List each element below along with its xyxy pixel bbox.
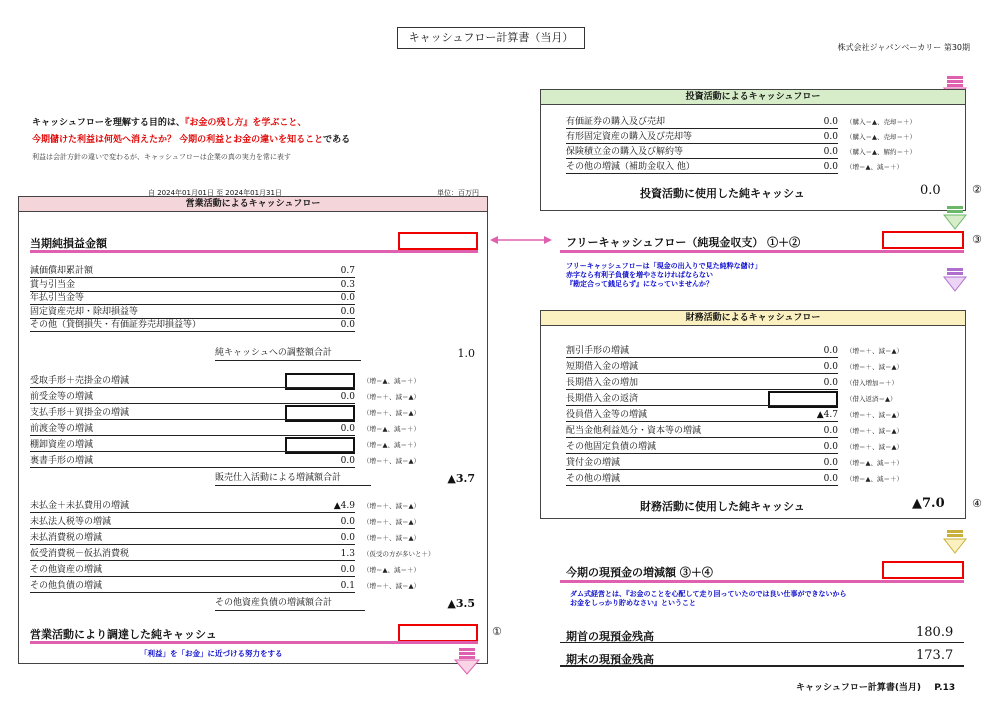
- other-row-underline: [30, 512, 355, 513]
- financing-row-label: その他固定負債の増減: [566, 442, 657, 452]
- trade-row-note: （増＝＋、減＝▲）: [363, 393, 420, 401]
- trade-row-note: （増＝＋、減＝▲）: [363, 409, 420, 417]
- footer-page-label: キャッシュフロー計算書(当月): [796, 683, 922, 693]
- other-row-underline: [30, 576, 355, 577]
- cash-change-note-2: お金をしっかり貯めなさい』ということ: [570, 599, 696, 607]
- net-income-rule: [30, 250, 478, 253]
- financing-row-label: 貸付金の増減: [566, 458, 621, 468]
- closing-balance-value: 173.7: [916, 648, 954, 663]
- free-cf-note-3: 『勘定合って銭足らず』になっていませんか？: [566, 280, 713, 288]
- page-footer: [796, 680, 955, 693]
- financing-row-note: （借入増加＝＋）: [846, 379, 898, 387]
- financing-header: 財務活動によるキャッシュフロー: [541, 311, 965, 326]
- financing-row-note: （増＝▲、減＝＋）: [846, 475, 903, 483]
- other-row-value: ▲4.9: [333, 501, 355, 511]
- other-row-note: （増＝＋、減＝▲）: [363, 582, 420, 590]
- financing-row: [566, 345, 956, 358]
- other-row: [30, 548, 470, 561]
- investing-row-note: （購入＝▲、売却＝＋）: [846, 118, 916, 126]
- cash-change-rule: [560, 580, 964, 583]
- investing-row: [566, 146, 956, 159]
- free-cf-input[interactable]: [882, 231, 964, 249]
- financing-row-note: （増＝＋、減＝▲）: [846, 347, 903, 355]
- financing-row-value: 0.0: [823, 362, 838, 372]
- other-row-label: その他資産の増減: [30, 565, 103, 575]
- cash-change-note-1: ダム式経営とは、『お金のことを心配して走り回っていたのでは良い仕事ができないから: [570, 590, 847, 598]
- investing-row-note: （増＝▲、減＝＋）: [846, 163, 903, 171]
- purpose-line-2b: である: [323, 135, 351, 145]
- trade-row-value: 0.0: [340, 392, 355, 402]
- other-total-label: その他資産負債の増減額合計: [215, 598, 333, 608]
- opening-balance-rule: [560, 642, 964, 643]
- cash-change-input[interactable]: [882, 561, 964, 579]
- investing-row-label: 有形固定資産の購入及び売却等: [566, 132, 693, 142]
- other-row: [30, 516, 470, 529]
- down-arrow-icon: [944, 268, 966, 292]
- financing-row: [566, 377, 956, 390]
- financing-row-underline: [566, 421, 838, 422]
- financing-row-value: 0.0: [823, 442, 838, 452]
- financing-row-underline: [566, 405, 838, 406]
- trade-row: [30, 439, 470, 452]
- trade-row: [30, 455, 470, 468]
- financing-row-underline: [566, 389, 838, 390]
- financing-row-value: 0.0: [823, 378, 838, 388]
- free-cf-note-1: フリーキャッシュフローは「現金の出入りで見た純粋な儲け」: [566, 262, 762, 270]
- financing-net-label: 財務活動に使用した純キャッシュ: [640, 500, 805, 513]
- cash-change-label: 今期の現預金の増減額 ③＋④: [566, 566, 713, 579]
- other-row-value: 0.0: [340, 517, 355, 527]
- closing-balance-label: 期末の現預金残高: [566, 653, 654, 666]
- other-row: [30, 580, 470, 593]
- other-row-note: （増＝▲、減＝＋）: [363, 566, 420, 574]
- purpose-line-2a: 今期儲けた利益は何処へ消えたか？ 今期の利益とお金の違いを知ること: [32, 135, 324, 145]
- adjust-row: [30, 319, 355, 332]
- other-row-label: 未払金＋未払費用の増減: [30, 501, 130, 511]
- investing-row-underline: [566, 158, 838, 159]
- adjust-row: [30, 292, 355, 305]
- financing-row-underline: [566, 437, 838, 438]
- financing-row-label: その他の増減: [566, 474, 621, 484]
- purpose-line-3: 利益は会計方針の違いで変わるが、キャッシュフローは企業の真の実力を常に表す: [32, 153, 291, 161]
- down-arrow-icon: [944, 206, 966, 230]
- net-income-label: 当期純損益金額: [30, 237, 107, 250]
- other-row-value: 1.3: [340, 549, 355, 559]
- adjust-row-label: 減価償却累計額: [30, 266, 94, 276]
- other-row: [30, 500, 470, 513]
- adjust-row-value: 0.0: [340, 320, 355, 330]
- investing-row: [566, 161, 956, 174]
- circle-1: ①: [492, 625, 502, 638]
- adjust-row: [30, 279, 355, 292]
- trade-row-underline: [30, 419, 355, 420]
- operating-net-label: 営業活動により調達した純キャッシュ: [30, 628, 217, 641]
- investing-row-value: 0.0: [823, 117, 838, 127]
- financing-row-note: （増＝＋、減＝▲）: [846, 411, 903, 419]
- financing-row: [566, 361, 956, 374]
- other-total-value: ▲3.5: [447, 597, 475, 610]
- other-row-underline: [30, 560, 355, 561]
- trade-row-label: 前渡金等の増減: [30, 424, 94, 434]
- financing-row: [566, 409, 956, 422]
- other-row-note: （増＝＋、減＝▲）: [363, 518, 420, 526]
- adjust-row-label: その他（貸倒損失・有価証券売却損益等）: [30, 320, 202, 330]
- other-row-note: （増＝＋、減＝▲）: [363, 534, 420, 542]
- trade-row-underline: [30, 467, 355, 468]
- financing-row-note: （借入返済＝▲）: [846, 395, 897, 403]
- investing-row-value: 0.0: [823, 162, 838, 172]
- other-row-note: （増＝＋、減＝▲）: [363, 502, 420, 510]
- free-cf-rule: [560, 250, 964, 253]
- operating-net-rule: [30, 641, 478, 644]
- trade-row-note: （増＝▲、減＝＋）: [363, 441, 420, 449]
- trade-row-note: （増＝▲、減＝＋）: [363, 377, 420, 385]
- financing-row-note: （増＝＋、減＝▲）: [846, 427, 903, 435]
- financing-row-note: （増＝＋、減＝▲）: [846, 443, 903, 451]
- other-row-underline: [30, 528, 355, 529]
- financing-row-underline: [566, 357, 838, 358]
- financing-row: [566, 441, 956, 454]
- investing-net-label: 投資活動に使用した純キャッシュ: [640, 187, 805, 200]
- adjust-total-value: 1.0: [457, 347, 475, 360]
- trade-row-value: 0.0: [340, 424, 355, 434]
- investing-row-underline: [566, 143, 838, 144]
- trade-row-label: 前受金等の増減: [30, 392, 94, 402]
- other-row-value: 0.0: [340, 533, 355, 543]
- other-total-underline: [215, 610, 365, 611]
- other-row-underline: [30, 544, 355, 545]
- purpose-line-2: [32, 132, 350, 145]
- purpose-line-1b: 『お金の残し方』を学ぶこと、: [184, 118, 307, 128]
- unit-label: 単位：百万円: [437, 189, 479, 197]
- adjust-row-label: 年払引当金等: [30, 293, 85, 303]
- financing-row-label: 短期借入金の増減: [566, 362, 639, 372]
- financing-row-underline: [566, 373, 838, 374]
- trade-row-underline: [30, 403, 355, 404]
- net-income-input[interactable]: [398, 232, 478, 250]
- company-name: 株式会社ジャパンベーカリー 第30期: [837, 43, 970, 52]
- investing-row-value: 0.0: [823, 132, 838, 142]
- down-arrow-icon: [455, 648, 479, 674]
- period-range: 自 2024年01月01日 至 2024年01月31日: [148, 189, 282, 197]
- adjust-row-value: 0.0: [340, 293, 355, 303]
- trade-row-label: 裏書手形の増減: [30, 456, 94, 466]
- adjust-row-label: 固定資産売却・除却損益等: [30, 306, 139, 317]
- trade-total-label: 販売仕入活動による増減額合計: [215, 473, 342, 483]
- trade-row-note: （増＝＋、減＝▲）: [363, 457, 420, 465]
- trade-row-underline: [30, 451, 355, 452]
- trade-row-label: 棚卸資産の増減: [30, 440, 94, 450]
- financing-row-note: （増＝▲、減＝＋）: [846, 459, 903, 467]
- other-row-label: その他負債の増減: [30, 581, 103, 591]
- adjust-total-row: [215, 347, 475, 360]
- adjust-total-underline: [215, 360, 361, 361]
- closing-balance-rule: [560, 665, 964, 667]
- purpose-line-1: [32, 115, 306, 128]
- investing-row-note: （購入＝▲、解約＝＋）: [846, 148, 916, 156]
- double-arrow-icon: [490, 235, 552, 245]
- other-row-value: 0.1: [340, 581, 355, 591]
- financing-row-label: 配当金他利益処分・資本等の増減: [566, 426, 702, 436]
- adjust-row: [30, 306, 355, 319]
- financing-row-underline: [566, 469, 838, 470]
- opening-balance-value: 180.9: [916, 625, 954, 640]
- trade-total-value: ▲3.7: [447, 472, 475, 485]
- operating-header: 営業活動によるキャッシュフロー: [19, 197, 487, 212]
- financing-row: [566, 425, 956, 438]
- investing-header: 投資活動によるキャッシュフロー: [541, 90, 965, 105]
- circle-4: ④: [972, 497, 982, 510]
- adjust-row-underline: [30, 331, 355, 332]
- trade-row-note: （増＝▲、減＝＋）: [363, 425, 420, 433]
- adjust-row-value: 0.0: [340, 306, 355, 317]
- other-row-value: 0.0: [340, 565, 355, 575]
- financing-row-value: 0.0: [823, 426, 838, 436]
- trade-row-label: 支払手形＋買掛金の増減: [30, 408, 130, 418]
- investing-row: [566, 131, 956, 144]
- other-row-note: （仮受の方が多いと＋）: [363, 550, 435, 558]
- other-total-row: [215, 597, 475, 610]
- adjust-row-label: 賞与引当金: [30, 279, 76, 290]
- investing-net-value: 0.0: [920, 183, 941, 198]
- footer-page-number: P.13: [934, 683, 956, 693]
- trade-total-underline: [215, 485, 371, 486]
- investing-row: [566, 116, 956, 129]
- investing-row-value: 0.0: [823, 147, 838, 157]
- trade-row-underline: [30, 387, 355, 388]
- financing-row-label: 長期借入金の増加: [566, 378, 639, 388]
- investing-row-underline: [566, 173, 838, 174]
- purpose-line-1a: キャッシュフローを理解する目的は、: [32, 118, 185, 128]
- trade-total-row: [215, 472, 475, 485]
- financing-row-value: ▲4.7: [816, 410, 838, 420]
- trade-row-value: 0.0: [340, 456, 355, 466]
- trade-row-label: 受取手形＋売掛金の増減: [30, 376, 130, 386]
- financing-row-value: 0.0: [823, 474, 838, 484]
- trade-row: [30, 423, 470, 436]
- opening-balance-label: 期首の現預金残高: [566, 630, 654, 643]
- investing-row-label: 有価証券の購入及び売却: [566, 117, 666, 127]
- trade-row: [30, 375, 470, 388]
- operating-net-input[interactable]: [398, 624, 478, 642]
- financing-row-underline: [566, 453, 838, 454]
- free-cf-note-2: 赤字なら有利子負債を増やさなければならない: [566, 271, 713, 279]
- financing-row-note: （増＝＋、減＝▲）: [846, 363, 903, 371]
- investing-row-label: 保険積立金の購入及び解約等: [566, 147, 684, 157]
- adjust-row: [30, 265, 355, 278]
- financing-row: [566, 473, 956, 486]
- adjust-total-label: 純キャッシュへの調整額合計: [215, 348, 332, 358]
- trade-row: [30, 407, 470, 420]
- financing-row-value: 0.0: [823, 458, 838, 468]
- financing-row-label: 長期借入金の返済: [566, 394, 639, 404]
- trade-row-underline: [30, 435, 355, 436]
- financing-row: [566, 393, 956, 406]
- financing-row-underline: [566, 485, 838, 486]
- financing-row-label: 割引手形の増減: [566, 346, 630, 356]
- other-row-label: 仮受消費税－仮払消費税: [30, 549, 130, 559]
- trade-row: [30, 391, 470, 404]
- financing-row-label: 役員借入金等の増減: [566, 410, 648, 420]
- investing-row-label: その他の増減（補助金収入 他）: [566, 162, 695, 172]
- document-title: キャッシュフロー計算書（当月）: [397, 27, 585, 49]
- circle-2: ②: [972, 183, 982, 196]
- free-cf-label: フリーキャッシュフロー（純現金収支） ①＋②: [566, 236, 801, 249]
- down-arrow-icon: [944, 530, 966, 554]
- financing-row: [566, 457, 956, 470]
- other-row-label: 未払消費税の増減: [30, 533, 103, 543]
- operating-footer-note: 「利益」を「お金」に近づける努力をする: [140, 649, 283, 658]
- other-row: [30, 564, 470, 577]
- adjust-row-value: 0.3: [340, 279, 355, 290]
- other-row-underline: [30, 592, 355, 593]
- financing-row-value: 0.0: [823, 346, 838, 356]
- investing-row-note: （購入＝▲、売却＝＋）: [846, 133, 916, 141]
- adjust-row-value: 0.7: [340, 266, 355, 276]
- circle-3: ③: [972, 233, 982, 246]
- other-row: [30, 532, 470, 545]
- financing-net-value: ▲7.0: [912, 496, 945, 511]
- other-row-label: 未払法人税等の増減: [30, 517, 112, 527]
- investing-row-underline: [566, 128, 838, 129]
